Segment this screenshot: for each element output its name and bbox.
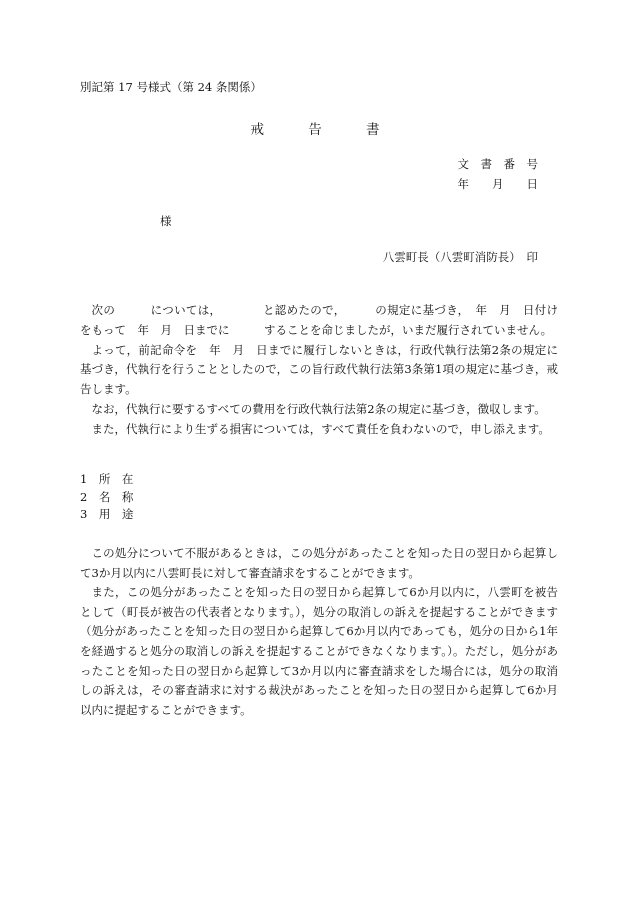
list-item (80, 471, 133, 489)
title-char-2: 告 (308, 122, 322, 138)
item-number: 1 (80, 472, 88, 486)
warning-body (80, 301, 593, 440)
item-label: 所 在 (98, 472, 134, 486)
appeal-notice (80, 544, 558, 720)
item-label: 用 途 (98, 507, 134, 521)
list-item (80, 489, 133, 507)
item-number: 3 (80, 507, 88, 521)
body-paragraph-2: よって，前記命令を 年 月 日までに履行しないときは，行政代執行法第2条の規定に基づき，代執行を行うこととしたので，この旨行政代執行法第3条第1項の規定に基づき，戒告します。 (80, 342, 558, 397)
notice-paragraph-2: また，この処分があったことを知った日の翌日から起算して6か月以内に，八雲町を被告として（町長が被告の代表者となります。），処分の取消しの訴えを提起することができます（処分があったことを知った日の翌日から起算して6か月以内であっても，処分の日から1年を経過すると処分の取消しの訴えを提起することができなくなります。）。ただし，処分があったことを知った日の翌日から起算して3か月以内に審査請求をした場合には，処分の取消しの訴えは，その審査請求に対する裁決があったことを知った日の翌日から起算して6か月以内に提起することができます。 (80, 585, 558, 717)
body-paragraph-1: 次の については， と認めたので， の規定に基づき， 年 月 日付け をもって 年 月 日までに することを命じましたが，いまだ履行されていません。 (80, 303, 593, 337)
item-number: 2 (80, 489, 88, 504)
issuer-line: 八雲町長（八雲町消防長） 印 (382, 250, 538, 264)
date-label: 年 月 日 (457, 177, 538, 191)
document-title (0, 118, 630, 138)
addressee-honorific: 様 (160, 214, 172, 228)
notice-paragraph-1: この処分について不服があるときは，この処分があったことを知った日の翌日から起算して3か月以内に八雲町長に対して審査請求をすることができます。 (80, 546, 558, 580)
list-item (80, 506, 133, 524)
document-number-label: 文 書 番 号 (457, 157, 538, 171)
property-items-list (80, 471, 133, 524)
item-label: 名 称 (98, 489, 134, 504)
body-paragraph-4: また，代執行により生ずる損害については，すべて責任を負わないので，申し添えます。 (91, 421, 550, 436)
form-reference: 別記第 17 号様式（第 24 条関係） (80, 80, 262, 94)
title-char-1: 戒 (250, 122, 264, 138)
body-paragraph-3: なお，代執行に要するすべての費用を行政代執行法第2条の規定に基づき，徴収します。 (91, 401, 546, 416)
title-char-3: 書 (366, 122, 380, 138)
